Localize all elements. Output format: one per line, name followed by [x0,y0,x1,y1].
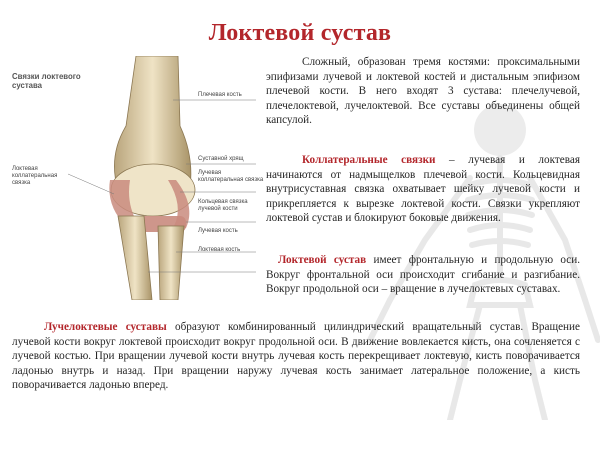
label-radial-collateral: Лучевая коллатеральная связка [198,170,264,183]
label-capsule: Суставной хрящ [198,156,244,162]
figure-title: Связки локтевого сустава [12,72,81,90]
paragraph-overview: Сложный, образован тремя костями: проксимальными эпифизами лучевой и локтевой костей и дистальным эпифизом плечевой кости. В него входят 3 сустава: плечелучевой, плечелоктевой, лучелоктевой. Все суставы объединены общей капсулой. [266,56,580,126]
paragraph-radioulnar-body: образуют комбинированный цилиндрический вращательный сустав. Вращение лучевой кости вокруг локтевой происходит вокруг продольной оси. В движение вовлекается кисть, она сочленяется с лучевой костью. При вращении лучевой кости внутрь лучевая кость перекрещивает локтевую, кисть поворачивается ладонью внутрь и назад. При вращении наружу лучевая кость занимает латеральное положение, а кисть поворачивается ладонью вперед. [12,321,580,391]
term-collateral-ligaments: Коллатеральные связки [302,154,436,166]
page-title: Локтевой сустав [208,20,392,46]
paragraph-ligaments-body: – лучевая и локтевая начинаются от надмыщелков плечевой кости. Кольцевидная внутрисуставная связка охватывает шейку лучевой кости и прикрепляется к вырезке локтевой кости. Связки укрепляют локтевой сустав и блокируют боковые движения. [266,154,580,224]
label-ulna: Локтевая кость [198,247,241,253]
term-radioulnar-joints: Лучелоктевые суставы [44,321,167,333]
paragraph-radioulnar [12,320,580,393]
term-elbow-joint: Локтевой сустав [278,254,367,266]
label-radius: Лучевая кость [198,228,238,234]
paragraph-axes-body: имеет фронтальную и продольную оси. Вокруг фронтальной оси происходит сгибание и разгибание. Вокруг продольной оси – вращение в лучелоктевых суставах. [266,254,580,295]
elbow-ligaments-figure [8,56,264,300]
label-humerus: Плечевая кость [198,92,242,98]
paragraph-axes [266,253,580,297]
label-ulnar-collateral: Локтевая коллатеральная связка [12,166,58,186]
label-annular: Кольцевая связка лучевой кости [198,199,248,212]
paragraph-ligaments [266,153,580,226]
